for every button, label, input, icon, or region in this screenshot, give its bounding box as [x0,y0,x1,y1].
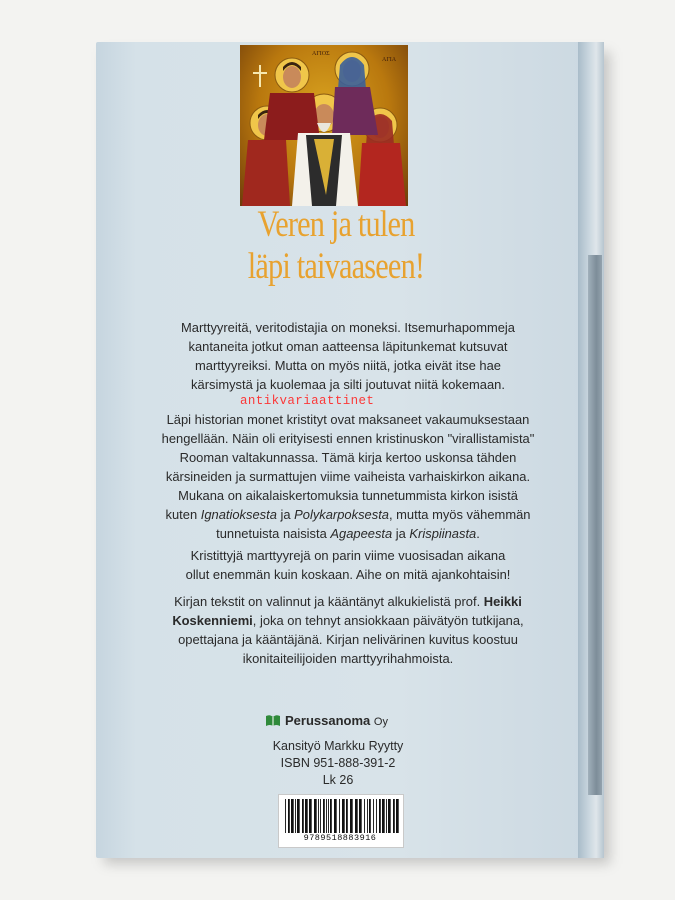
svg-text:ΑΓΙΑ: ΑΓΙΑ [382,57,397,63]
text-line: marttyyreiksi. Mutta on myös niitä, jotka eivät itse hae [194,358,501,373]
text-segment: , joka on tehnyt ansiokkaan päivätyön tutkijana, [252,613,524,628]
text-line: hengellään. Näin oli erityisesti ennen kristinuskon "virallistamista" [161,431,535,446]
barcode-bar [379,799,381,833]
text-line [109,592,587,611]
text-line [109,611,587,630]
barcode-bar [376,799,377,833]
text-line: Rooman valtakunnassa. Tämä kirja kertoo uskonsa tähden [179,450,517,465]
blurb-paragraph-1 [109,318,587,394]
barcode-bar [314,799,317,833]
watermark: antikvariaattinet [240,394,375,408]
text-line: opettajana ja kääntäjänä. Kirjan nelivärinen kuvitus koostuu [178,632,518,647]
publisher-line [265,713,445,728]
author-first-name: Heikki [483,594,522,609]
author-last-name: Koskenniemi [172,613,253,628]
barcode-bar [393,799,395,833]
barcode-bar [388,799,391,833]
book-logo-icon [265,714,281,727]
barcode-bars [279,795,403,835]
text-line: kantaneita jotkut oman aatteensa läpitunkemat kutsuvat [188,339,508,354]
barcode-bar [285,799,286,833]
barcode-bar [323,799,325,833]
publisher-suffix: Oy [373,716,388,728]
barcode-bar [295,799,296,833]
blurb-paragraph-4 [109,592,587,668]
barcode-bar [302,799,304,833]
barcode-bar [339,799,340,833]
name-agape: Agapeesta [330,526,393,541]
barcode-bar [396,799,399,833]
publisher-name: Perussanoma [285,713,371,728]
barcode-bar [382,799,385,833]
barcode-bar [369,799,371,833]
library-class: Lk 26 [322,773,354,787]
text-segment: , mutta myös vähemmän [388,507,531,522]
text-segment: Kirjan tekstit on valinnut ja kääntänyt alkukielistä prof. [174,594,484,609]
text-line: Läpi historian monet kristityt ovat maksaneet vakaumuksestaan [166,412,530,427]
name-ignatios: Ignatioksesta [200,507,277,522]
svg-text:ΑΓΙΟΣ: ΑΓΙΟΣ [312,51,330,57]
text-line: kärsineiden ja surmattujen viime vaiheista varhaiskirkon aikana. [165,469,531,484]
name-krispiina: Krispiinasta [409,526,477,541]
text-line: ikonitaiteilijoiden marttyyrihahmoista. [242,651,454,666]
text-segment: ja [276,507,295,522]
blurb-paragraph-3 [109,546,587,584]
barcode-bar [367,799,368,833]
martyrs-icon-painting [240,45,408,206]
barcode-bar [288,799,290,833]
spine-shadow [588,255,602,795]
cover-design-credit: Kansityö Markku Ryytty [272,739,404,753]
barcode-bar [359,799,362,833]
barcode-bar [318,799,319,833]
text-line [109,524,587,543]
barcode-bar [326,799,327,833]
title-line-1: Veren ja tulen [257,204,415,245]
blurb-paragraph-2 [109,410,587,543]
text-line: Marttyyreitä, veritodistajia on moneksi. Itsemurhapommeja [181,320,515,335]
barcode-bar [320,799,321,833]
barcode-bar [350,799,353,833]
text-segment: kuten [165,507,201,522]
barcode-bar [305,799,308,833]
title-line-2: läpi taivaaseen! [247,246,425,287]
barcode-bar [330,799,332,833]
text-line [109,505,587,524]
name-polykarpos: Polykarpoksesta [294,507,389,522]
barcode-bar [342,799,345,833]
text-line: Mukana on aikalaiskertomuksia tunnetummista kirkon isistä [178,488,518,503]
barcode-bar [346,799,348,833]
barcode-bar [373,799,374,833]
text-line: Kristittyjä marttyyrejä on parin viime vuosisadan aikana [190,548,506,563]
barcode-bar [364,799,365,833]
text-segment: . [476,526,480,541]
barcode-bar [386,799,387,833]
barcode-number: 9789518883916 [303,833,377,843]
text-line: ollut enemmän kuin koskaan. Aihe on mitä ajankohtaisin! [185,567,511,582]
barcode-bar [334,799,337,833]
text-line: kärsimystä ja kuolemaa ja silti joutuvat niitä kokemaan. [191,377,505,392]
text-segment: tunnetuista naisista [216,526,331,541]
book-title [213,204,459,288]
isbn: ISBN 951-888-391-2 [280,756,396,770]
barcode-bar [355,799,358,833]
barcode-bar [309,799,312,833]
text-segment: ja [392,526,410,541]
barcode-bar [328,799,329,833]
barcode-bar [297,799,300,833]
barcode-bar [291,799,294,833]
